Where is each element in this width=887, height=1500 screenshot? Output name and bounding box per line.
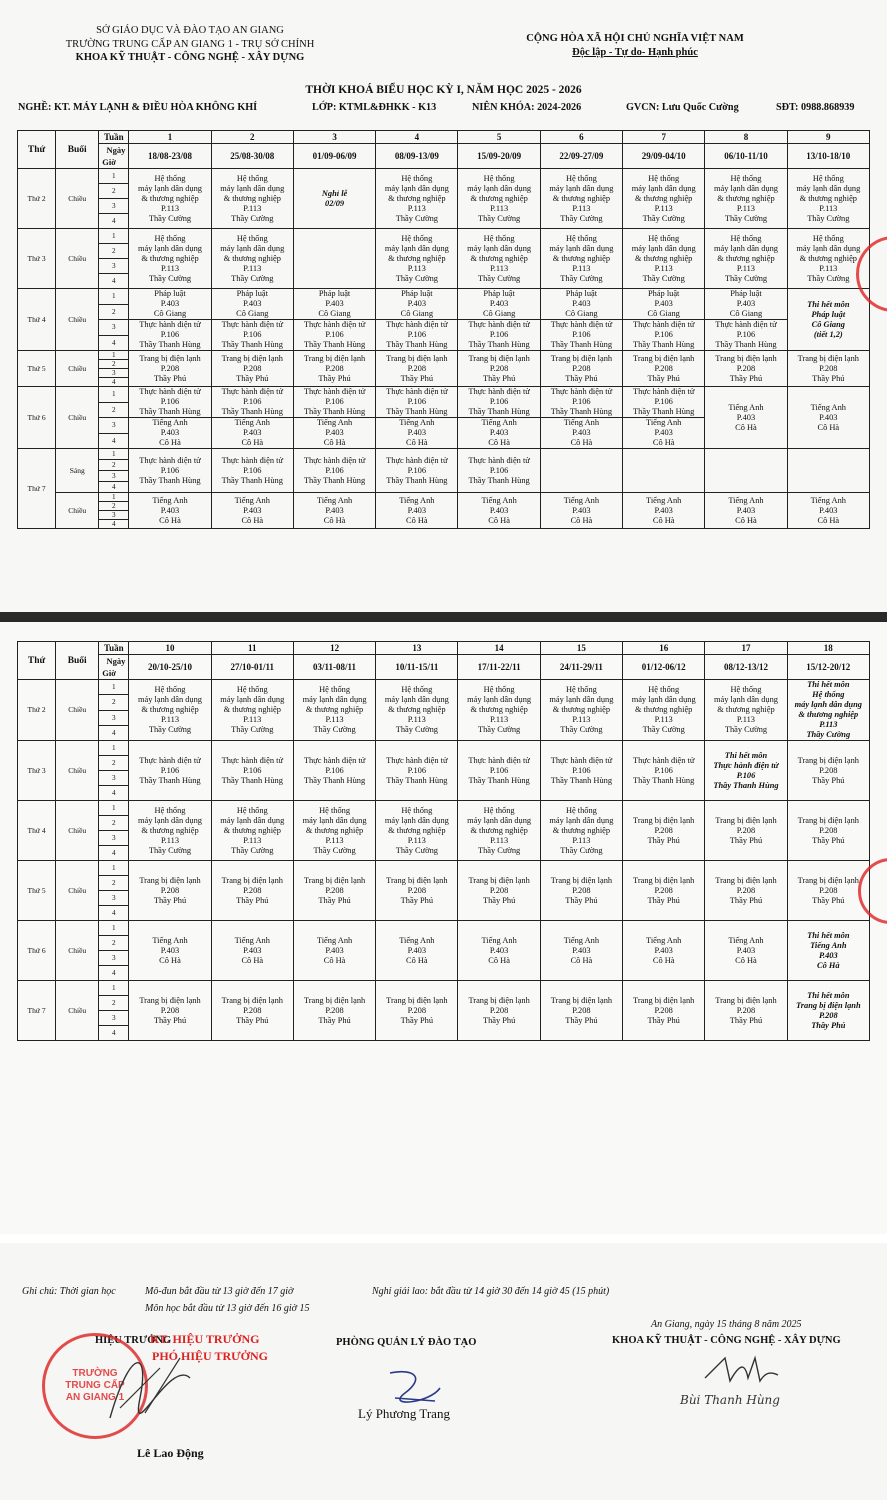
class-cell: Trang bị điện lạnh P.208 Thầy Phú [787,801,869,861]
period-number: 1 [99,861,129,876]
class-cell: Trang bị điện lạnh P.208 Thầy Phú [540,981,622,1041]
class-cell: Hệ thống máy lạnh dân dụng & thương nghiệp P.113 Thầy Cường [376,169,458,229]
class-cell: Hệ thống máy lạnh dân dụng & thương nghiệp P.113 Thầy Cường [623,169,705,229]
class-cell: Hệ thống máy lạnh dân dụng & thương nghiệp P.113 Thầy Cường [458,801,540,861]
class-cell: Hệ thống máy lạnh dân dụng & thương nghiệp P.113 Thầy Cường [293,680,375,741]
period-number: 4 [99,214,129,229]
page-separator [0,612,887,622]
dept-name: SỞ GIÁO DỤC VÀ ĐÀO TẠO AN GIANG [96,25,284,36]
class-cell: Hệ thống máy lạnh dân dụng & thương nghiệp P.113 Thầy Cường [540,229,622,289]
sign-date: An Giang, ngày 15 tháng 8 năm 2025 [651,1319,802,1330]
class-cell: Thực hành điện tử P.106 Thầy Thanh Hùng [376,741,458,801]
class-cell: Trang bị điện lạnh P.208 Thầy Phú [376,981,458,1041]
session-header: Buổi [56,642,99,680]
class-cell: Trang bị điện lạnh P.208 Thầy Phú [458,981,540,1041]
week-number: 15 [540,642,622,655]
class-cell: Thực hành điện tử P.106 Thầy Thanh Hùng [129,387,211,418]
day-cell: Thứ 7 [18,981,56,1041]
class-cell: Hệ thống máy lạnh dân dụng & thương nghiệp P.113 Thầy Cường [540,801,622,861]
class-cell: Trang bị điện lạnh P.208 Thầy Phú [129,351,211,387]
class-cell: Tiếng Anh P.403 Cô Hà [211,921,293,981]
period-number: 3 [99,259,129,274]
week-number: 16 [623,642,705,655]
class-cell: Thực hành điện tử P.106 Thầy Thanh Hùng [376,387,458,418]
class-cell: Hệ thống máy lạnh dân dụng & thương nghiệp P.113 Thầy Cường [705,229,787,289]
period-number: 2 [99,460,129,471]
school-name: TRƯỜNG TRUNG CẤP AN GIANG 1 - TRỤ SỞ CHÍNH [65,38,315,50]
class-cell: Thi hết môn Hệ thống máy lạnh dân dụng & thương nghiệp P.113 Thầy Cường [787,680,869,741]
period-number: 4 [99,335,129,351]
class-cell: Hệ thống máy lạnh dân dụng & thương nghiệp P.113 Thầy Cường [376,801,458,861]
period-number: 4 [99,966,129,981]
period-number: 4 [99,906,129,921]
session-cell: Chiều [56,229,99,289]
schedule-table-1 [17,130,870,529]
vice-principal-stamp-line1: KT. HIỆU TRƯỞNG [150,1332,260,1346]
note-break-time: Nghỉ giải lao: bắt đầu từ 14 giờ 30 đến 14 giờ 45 (15 phút) [372,1286,610,1297]
class-cell: Thực hành điện tử P.106 Thầy Thanh Hùng [211,449,293,493]
class-cell: Thực hành điện tử P.106 Thầy Thanh Hùng [376,449,458,493]
class-cell: Thực hành điện tử P.106 Thầy Thanh Hùng [458,320,540,351]
week-number: 5 [458,131,540,144]
class-cell [623,449,705,493]
class-cell: Trang bị điện lạnh P.208 Thầy Phú [705,801,787,861]
class-cell: Thực hành điện tử P.106 Thầy Thanh Hùng [458,387,540,418]
week-dates: 17/11-22/11 [458,655,540,680]
class-cell: Trang bị điện lạnh P.208 Thầy Phú [623,981,705,1041]
class-cell [705,449,787,493]
week-dates: 08/12-13/12 [705,655,787,680]
class-cell: Thực hành điện tử P.106 Thầy Thanh Hùng [211,320,293,351]
class-cell: Tiếng Anh P.403 Cô Hà [293,493,375,529]
period-number: 3 [99,369,129,378]
class-cell: Hệ thống máy lạnh dân dụng & thương nghiệp P.113 Thầy Cường [705,680,787,741]
period-number: 2 [99,816,129,831]
class-cell: Trang bị điện lạnh P.208 Thầy Phú [787,351,869,387]
class-cell: Tiếng Anh P.403 Cô Hà [705,493,787,529]
class-cell: Thực hành điện tử P.106 Thầy Thanh Hùng [293,449,375,493]
session-cell: Chiều [56,289,99,351]
period-number: 1 [99,801,129,816]
class-cell: Tiếng Anh P.403 Cô Hà [211,493,293,529]
class-cell [293,229,375,289]
class-cell: Trang bị điện lạnh P.208 Thầy Phú [211,861,293,921]
class-cell: Tiếng Anh P.403 Cô Hà [787,493,869,529]
class-cell: Pháp luật P.403 Cô Giang [623,289,705,320]
week-dates: 22/09-27/09 [540,144,622,169]
class-cell: Hệ thống máy lạnh dân dụng & thương nghiệp P.113 Thầy Cường [129,169,211,229]
class-cell: Trang bị điện lạnh P.208 Thầy Phú [540,351,622,387]
training-office-title: PHÒNG QUẢN LÝ ĐÀO TẠO [336,1337,477,1348]
week-dates: 10/11-15/11 [376,655,458,680]
period-number: 2 [99,936,129,951]
day-cell: Thứ 2 [18,680,56,741]
class-cell: Pháp luật P.403 Cô Giang [458,289,540,320]
class-cell: Tiếng Anh P.403 Cô Hà [376,418,458,449]
class-cell: Thi hết môn Thực hành điện tử P.106 Thầy Thanh Hùng [705,741,787,801]
class-cell: Thực hành điện tử P.106 Thầy Thanh Hùng [293,387,375,418]
period-number: 4 [99,786,129,801]
class-cell: Tiếng Anh P.403 Cô Hà [540,493,622,529]
day-cell: Thứ 2 [18,169,56,229]
week-dates: 03/11-08/11 [293,655,375,680]
class-cell: Pháp luật P.403 Cô Giang [376,289,458,320]
class-cell: Hệ thống máy lạnh dân dụng & thương nghiệp P.113 Thầy Cường [211,680,293,741]
class-cell: Trang bị điện lạnh P.208 Thầy Phú [129,981,211,1041]
class-cell: Trang bị điện lạnh P.208 Thầy Phú [458,861,540,921]
class-cell: Thực hành điện tử P.106 Thầy Thanh Hùng [623,387,705,418]
class-cell: Trang bị điện lạnh P.208 Thầy Phú [129,861,211,921]
class-cell: Trang bị điện lạnh P.208 Thầy Phú [540,861,622,921]
week-dates: 08/09-13/09 [376,144,458,169]
class-cell: Tiếng Anh P.403 Cô Hà [376,493,458,529]
class-cell: Trang bị điện lạnh P.208 Thầy Phú [705,981,787,1041]
class-cell: Hệ thống máy lạnh dân dụng & thương nghiệp P.113 Thầy Cường [623,680,705,741]
week-number: 13 [376,642,458,655]
class-cell: Hệ thống máy lạnh dân dụng & thương nghiệp P.113 Thầy Cường [129,229,211,289]
class-cell: Tiếng Anh P.403 Cô Hà [129,418,211,449]
class-cell: Trang bị điện lạnh P.208 Thầy Phú [623,801,705,861]
period-number: 4 [99,433,129,449]
period-number: 2 [99,695,129,710]
period-number: 4 [99,378,129,387]
week-number: 1 [129,131,211,144]
period-number: 4 [99,482,129,493]
class-cell: Tiếng Anh P.403 Cô Hà [623,493,705,529]
class-name: LỚP: KTML&ĐHKK - K13 [312,102,437,113]
class-cell: Thực hành điện tử P.106 Thầy Thanh Hùng [211,741,293,801]
period-number: 2 [99,184,129,199]
class-cell: Tiếng Anh P.403 Cô Hà [787,387,869,449]
schedule-page-1 [0,0,887,612]
day-cell: Thứ 3 [18,229,56,289]
period-number: 2 [99,756,129,771]
principal-signature [100,1338,210,1438]
homeroom-teacher: GVCN: Lưu Quốc Cường [626,102,739,113]
period-number: 4 [99,725,129,740]
period-number: 2 [99,502,129,511]
period-number: 3 [99,831,129,846]
day-header: Thứ [18,131,56,169]
class-cell: Trang bị điện lạnh P.208 Thầy Phú [376,351,458,387]
week-number: 7 [623,131,705,144]
class-cell: Pháp luật P.403 Cô Giang [540,289,622,320]
class-cell: Hệ thống máy lạnh dân dụng & thương nghiệp P.113 Thầy Cường [376,229,458,289]
period-number: 2 [99,304,129,320]
week-dates: 24/11-29/11 [540,655,622,680]
class-cell: Pháp luật P.403 Cô Giang [705,289,787,320]
class-cell: Thực hành điện tử P.106 Thầy Thanh Hùng [540,387,622,418]
week-dates: 18/08-23/08 [129,144,211,169]
class-cell: Pháp luật P.403 Cô Giang [293,289,375,320]
class-cell: Tiếng Anh P.403 Cô Hà [293,418,375,449]
class-cell: Thực hành điện tử P.106 Thầy Thanh Hùng [623,741,705,801]
session-cell: Chiều [56,741,99,801]
school-stamp: TRƯỜNG TRUNG CẤP AN GIANG 1 [42,1333,148,1439]
nation-name: CỘNG HÒA XÃ HỘI CHỦ NGHĨA VIỆT NAM [526,33,744,44]
page-separator [0,1234,887,1243]
class-cell: Thực hành điện tử P.106 Thầy Thanh Hùng [293,741,375,801]
period-number: 1 [99,741,129,756]
class-cell: Thi hết môn Pháp luật Cô Giang (tiết 1,2) [787,289,869,351]
period-number: 1 [99,169,129,184]
class-cell: Nghỉ lễ 02/09 [293,169,375,229]
period-number: 1 [99,493,129,502]
period-number: 1 [99,921,129,936]
period-number: 2 [99,360,129,369]
class-cell: Hệ thống máy lạnh dân dụng & thương nghiệp P.113 Thầy Cường [293,801,375,861]
period-number: 4 [99,1026,129,1041]
week-dates: 01/12-06/12 [623,655,705,680]
session-cell: Chiều [56,981,99,1041]
day-cell: Thứ 4 [18,801,56,861]
period-number: 2 [99,244,129,259]
class-cell: Thực hành điện tử P.106 Thầy Thanh Hùng [376,320,458,351]
class-cell: Thực hành điện tử P.106 Thầy Thanh Hùng [129,320,211,351]
phone: SĐT: 0988.868939 [776,102,855,113]
class-cell: Tiếng Anh P.403 Cô Hà [705,387,787,449]
note-subject-time: Môn học bắt đầu từ 13 giờ đến 16 giờ 15 [145,1303,310,1314]
class-cell: Hệ thống máy lạnh dân dụng & thương nghiệp P.113 Thầy Cường [458,169,540,229]
period-number: 1 [99,680,129,695]
class-cell: Thực hành điện tử P.106 Thầy Thanh Hùng [705,320,787,351]
class-cell: Pháp luật P.403 Cô Giang [129,289,211,320]
session-cell: Sáng [56,449,99,493]
office-head-name: Lý Phương Trang [358,1406,450,1421]
class-cell: Trang bị điện lạnh P.208 Thầy Phú [623,351,705,387]
class-cell: Thực hành điện tử P.106 Thầy Thanh Hùng [540,741,622,801]
page-title: THỜI KHOÁ BIỂU HỌC KỲ I, NĂM HỌC 2025 - 2026 [305,84,582,96]
class-cell: Tiếng Anh P.403 Cô Hà [458,418,540,449]
class-cell: Trang bị điện lạnh P.208 Thầy Phú [211,351,293,387]
session-cell: Chiều [56,801,99,861]
week-number: 17 [705,642,787,655]
class-cell [787,449,869,493]
week-dates: 15/12-20/12 [787,655,869,680]
period-number: 4 [99,520,129,529]
week-number: 4 [376,131,458,144]
class-cell: Thực hành điện tử P.106 Thầy Thanh Hùng [211,387,293,418]
class-cell: Trang bị điện lạnh P.208 Thầy Phú [376,861,458,921]
note-module-time: Mô-đun bắt đầu từ 13 giờ đến 17 giờ [145,1286,294,1297]
footer-page [0,1243,887,1500]
week-label: Tuần [99,642,129,655]
principal-title: HIỆU TRƯỞNG [95,1335,172,1346]
week-number: 8 [705,131,787,144]
day-header: Thứ [18,642,56,680]
week-number: 18 [787,642,869,655]
faculty-name: KHOA KỸ THUẬT - CÔNG NGHỆ - XÂY DỰNG [75,52,305,63]
week-dates: 01/09-06/09 [293,144,375,169]
day-cell: Thứ 5 [18,351,56,387]
period-number: 3 [99,320,129,336]
class-cell: Tiếng Anh P.403 Cô Hà [623,921,705,981]
class-cell [540,449,622,493]
session-cell: Chiều [56,351,99,387]
week-dates: 06/10-11/10 [705,144,787,169]
faculty-signature [700,1353,780,1388]
class-cell: Pháp luật P.403 Cô Giang [211,289,293,320]
period-number: 4 [99,846,129,861]
period-number: 2 [99,876,129,891]
class-cell: Hệ thống máy lạnh dân dụng & thương nghiệp P.113 Thầy Cường [129,680,211,741]
week-number: 10 [129,642,211,655]
course-years: NIÊN KHÓA: 2024-2026 [472,102,582,113]
session-cell: Chiều [56,680,99,741]
week-number: 14 [458,642,540,655]
class-cell: Hệ thống máy lạnh dân dụng & thương nghiệp P.113 Thầy Cường [211,801,293,861]
class-cell: Hệ thống máy lạnh dân dụng & thương nghiệp P.113 Thầy Cường [211,169,293,229]
class-cell: Hệ thống máy lạnh dân dụng & thương nghiệp P.113 Thầy Cường [540,680,622,741]
period-number: 3 [99,891,129,906]
week-number: 2 [211,131,293,144]
schedule-table-2 [17,641,870,1041]
week-dates: 15/09-20/09 [458,144,540,169]
class-cell: Thực hành điện tử P.106 Thầy Thanh Hùng [458,449,540,493]
session-header: Buổi [56,131,99,169]
period-number: 1 [99,289,129,305]
period-number: 3 [99,710,129,725]
period-number: 1 [99,229,129,244]
week-number: 11 [211,642,293,655]
faculty-title: KHOA KỸ THUẬT - CÔNG NGHỆ - XÂY DỰNG [612,1335,841,1346]
class-cell: Tiếng Anh P.403 Cô Hà [540,418,622,449]
schedule-page-2 [0,622,887,1234]
class-cell: Thực hành điện tử P.106 Thầy Thanh Hùng [129,449,211,493]
period-number: 3 [99,771,129,786]
class-cell: Thi hết môn Tiếng Anh P.403 Cô Hà [787,921,869,981]
class-cell: Hệ thống máy lạnh dân dụng & thương nghiệp P.113 Thầy Cường [787,169,869,229]
class-cell: Tiếng Anh P.403 Cô Hà [129,921,211,981]
class-cell: Hệ thống máy lạnh dân dụng & thương nghiệp P.113 Thầy Cường [623,229,705,289]
header-right [485,32,785,59]
vice-principal-stamp-line2: PHÓ HIỆU TRƯỞNG [152,1349,269,1363]
period-number: 2 [99,402,129,418]
note-label: Ghi chú: Thời gian học [22,1286,116,1297]
class-cell: Trang bị điện lạnh P.208 Thầy Phú [705,861,787,921]
class-cell: Trang bị điện lạnh P.208 Thầy Phú [787,741,869,801]
week-dates: 20/10-25/10 [129,655,211,680]
class-cell: Trang bị điện lạnh P.208 Thầy Phú [293,981,375,1041]
day-cell: Thứ 3 [18,741,56,801]
class-cell: Thi hết môn Trang bị điện lạnh P.208 Thầy Phú [787,981,869,1041]
week-dates: 29/09-04/10 [623,144,705,169]
class-cell: Trang bị điện lạnh P.208 Thầy Phú [458,351,540,387]
week-number: 12 [293,642,375,655]
date-time-label: Ngày Giờ [99,655,129,680]
class-cell: Thực hành điện tử P.106 Thầy Thanh Hùng [129,741,211,801]
day-cell: Thứ 4 [18,289,56,351]
session-cell: Chiều [56,493,99,529]
class-cell: Hệ thống máy lạnh dân dụng & thương nghiệp P.113 Thầy Cường [540,169,622,229]
session-cell: Chiều [56,921,99,981]
week-label: Tuần [99,131,129,144]
session-cell: Chiều [56,861,99,921]
class-cell: Tiếng Anh P.403 Cô Hà [458,921,540,981]
period-number: 3 [99,1011,129,1026]
week-dates: 25/08-30/08 [211,144,293,169]
session-cell: Chiều [56,169,99,229]
period-number: 2 [99,996,129,1011]
class-cell: Trang bị điện lạnh P.208 Thầy Phú [623,861,705,921]
faculty-signature-text: Bùi Thanh Hùng [680,1393,780,1407]
class-cell: Hệ thống máy lạnh dân dụng & thương nghiệp P.113 Thầy Cường [705,169,787,229]
week-number: 9 [787,131,869,144]
class-cell: Hệ thống máy lạnh dân dụng & thương nghiệp P.113 Thầy Cường [787,229,869,289]
class-cell: Thực hành điện tử P.106 Thầy Thanh Hùng [623,320,705,351]
class-cell: Tiếng Anh P.403 Cô Hà [705,921,787,981]
period-number: 1 [99,981,129,996]
header-left [40,24,340,65]
principal-name: Lê Lao Động [137,1446,204,1460]
class-cell: Trang bị điện lạnh P.208 Thầy Phú [787,861,869,921]
class-cell: Thực hành điện tử P.106 Thầy Thanh Hùng [293,320,375,351]
period-number: 1 [99,449,129,460]
class-cell: Trang bị điện lạnh P.208 Thầy Phú [705,351,787,387]
week-dates: 13/10-18/10 [787,144,869,169]
period-number: 4 [99,274,129,289]
class-cell: Hệ thống máy lạnh dân dụng & thương nghiệp P.113 Thầy Cường [129,801,211,861]
week-number: 6 [540,131,622,144]
session-cell: Chiều [56,387,99,449]
class-cell: Tiếng Anh P.403 Cô Hà [129,493,211,529]
period-number: 3 [99,471,129,482]
day-cell: Thứ 5 [18,861,56,921]
class-cell: Tiếng Anh P.403 Cô Hà [211,418,293,449]
motto: Độc lập - Tự do- Hạnh phúc [572,46,698,58]
class-cell: Tiếng Anh P.403 Cô Hà [458,493,540,529]
period-number: 3 [99,199,129,214]
class-cell: Hệ thống máy lạnh dân dụng & thương nghiệp P.113 Thầy Cường [211,229,293,289]
class-cell: Trang bị điện lạnh P.208 Thầy Phú [293,861,375,921]
class-cell: Trang bị điện lạnh P.208 Thầy Phú [211,981,293,1041]
week-number: 3 [293,131,375,144]
period-number: 1 [99,351,129,360]
class-cell: Thực hành điện tử P.106 Thầy Thanh Hùng [458,741,540,801]
day-cell: Thứ 6 [18,387,56,449]
class-cell: Tiếng Anh P.403 Cô Hà [540,921,622,981]
class-cell: Tiếng Anh P.403 Cô Hà [623,418,705,449]
period-number: 1 [99,387,129,403]
class-cell: Tiếng Anh P.403 Cô Hà [376,921,458,981]
day-cell: Thứ 6 [18,921,56,981]
class-cell: Trang bị điện lạnh P.208 Thầy Phú [293,351,375,387]
period-number: 3 [99,951,129,966]
class-cell: Thực hành điện tử P.106 Thầy Thanh Hùng [540,320,622,351]
class-cell: Hệ thống máy lạnh dân dụng & thương nghiệp P.113 Thầy Cường [458,680,540,741]
period-number: 3 [99,511,129,520]
day-cell: Thứ 7 [18,449,56,529]
week-dates: 27/10-01/11 [211,655,293,680]
period-number: 3 [99,418,129,434]
class-cell: Tiếng Anh P.403 Cô Hà [293,921,375,981]
date-time-label: Ngày Giờ [99,144,129,169]
major: NGHỀ: KT. MÁY LẠNH & ĐIỀU HÒA KHÔNG KHÍ [18,102,258,113]
class-cell: Hệ thống máy lạnh dân dụng & thương nghiệp P.113 Thầy Cường [376,680,458,741]
class-cell: Hệ thống máy lạnh dân dụng & thương nghiệp P.113 Thầy Cường [458,229,540,289]
